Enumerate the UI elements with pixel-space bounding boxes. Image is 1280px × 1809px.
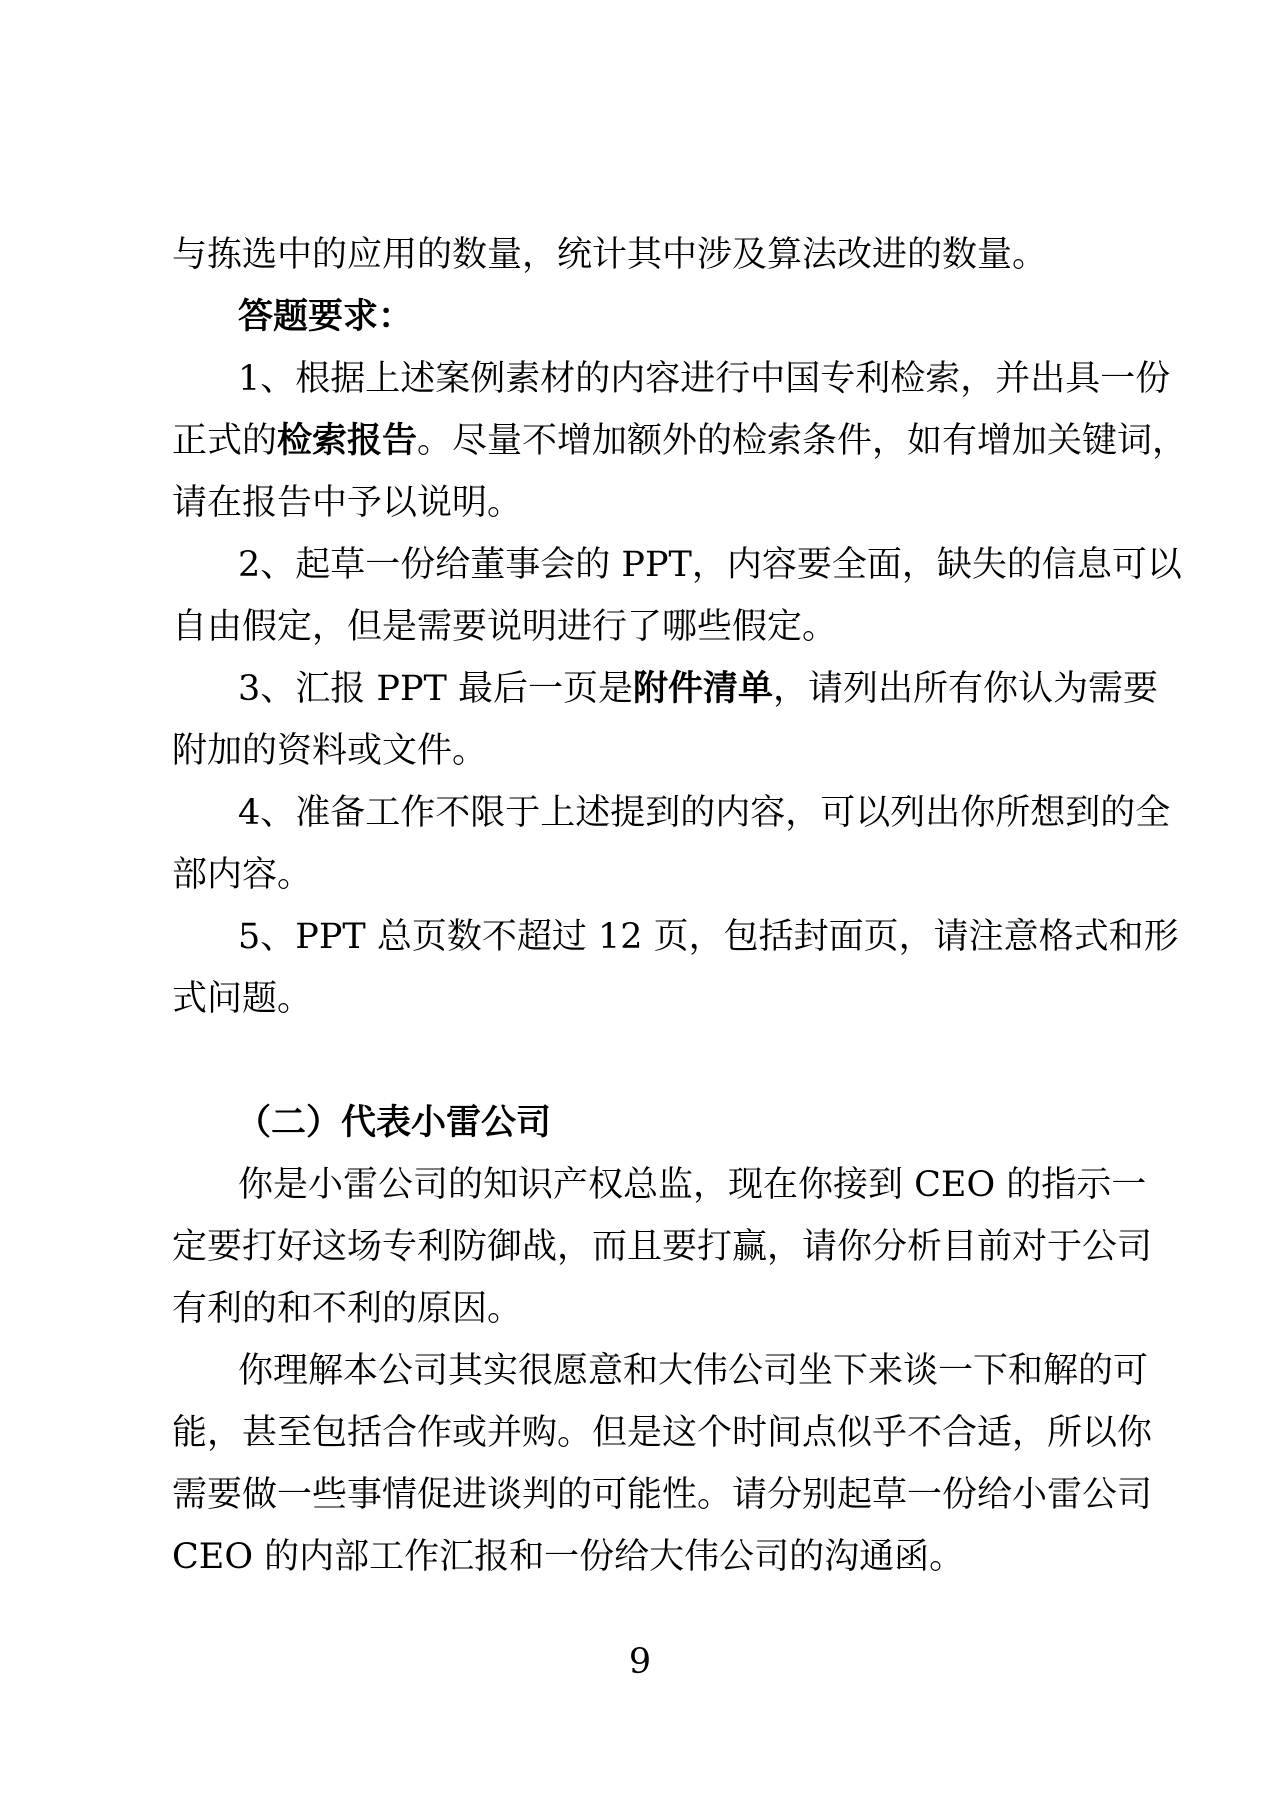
req3-line1: [0, 658, 1280, 720]
para1-line3: 有利的和不利的原因。: [172, 1289, 523, 1329]
req3-line2: 附加的资料或文件。: [172, 731, 488, 771]
req3-line1-pre: 3、汇报 PPT 最后一页是: [238, 669, 633, 709]
intro-tail-line: 与拣选中的应用的数量，统计其中涉及算法改进的数量。: [172, 235, 1048, 275]
para1-line2: 定要打好这场专利防御战，而且要打赢，请你分析目前对于公司: [172, 1227, 1153, 1267]
para2-line1: 你理解本公司其实很愿意和大伟公司坐下来谈一下和解的可: [238, 1351, 1149, 1391]
search-report-term: 检索报告: [277, 420, 418, 461]
section-heading: （二）代表小雷公司: [236, 1102, 552, 1143]
req2-line1: 2、起草一份给董事会的 PPT，内容要全面，缺失的信息可以: [238, 545, 1182, 585]
req1-line2: [0, 410, 1280, 472]
req1-line2-post: 。尽量不增加额外的检索条件，如有增加关键词，: [417, 421, 1188, 461]
req4-line1: 4、准备工作不限于上述提到的内容，可以列出你所想到的全: [238, 793, 1171, 833]
para2-line2: 能，甚至包括合作或并购。但是这个时间点似乎不合适，所以你: [172, 1413, 1153, 1453]
req2-line2: 自由假定，但是需要说明进行了哪些假定。: [172, 607, 838, 647]
para2-line4: CEO 的内部工作汇报和一份给大伟公司的沟通函。: [172, 1537, 965, 1577]
attachment-list-term: 附件清单: [632, 668, 773, 709]
req5-line1: 5、PPT 总页数不超过 12 页，包括封面页，请注意格式和形: [238, 917, 1179, 957]
req4-line2: 部内容。: [172, 855, 313, 895]
page-number: 9: [628, 1642, 652, 1682]
para2-line3: 需要做一些事情促进谈判的可能性。请分别起草一份给小雷公司: [172, 1475, 1153, 1515]
requirements-heading: 答题要求：: [238, 296, 414, 337]
req5-line2: 式问题。: [172, 979, 313, 1019]
req1-line3: 请在报告中予以说明。: [172, 483, 523, 523]
req3-line1-post: ，请列出所有你认为需要: [772, 669, 1158, 709]
req1-line2-pre: 正式的: [172, 421, 278, 461]
para1-line1: 你是小雷公司的知识产权总监，现在你接到 CEO 的指示一: [238, 1165, 1147, 1205]
req1-line1: 1、根据上述案例素材的内容进行中国专利检索，并出具一份: [238, 359, 1171, 399]
